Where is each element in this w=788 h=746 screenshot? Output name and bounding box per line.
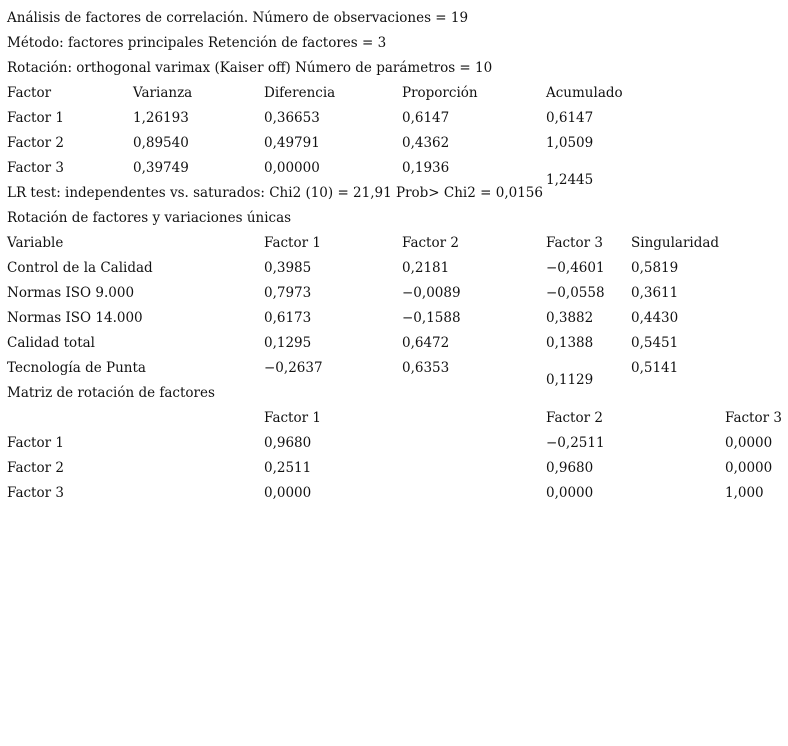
loadings-cell: 0,1388 [546,335,594,351]
loadings-cell: 0,2181 [402,260,450,276]
loadings-cell: 0,3611 [631,285,679,301]
rotation-cell: 0,9680 [264,435,312,451]
header-line-2: Método: factores principales Retención de factores = 3 [7,35,387,51]
rotation-cell: Factor 3 [7,485,64,501]
rotation-cell: 1,000 [725,485,764,501]
eigen-cell: 0,1936 [402,160,450,176]
eigen-cell: 0,00000 [264,160,320,176]
loadings-cell: −0,1588 [402,310,461,326]
eigen-cell: 0,4362 [402,135,450,151]
loadings-cell: 0,1129 [546,372,594,388]
eigen-cell: Factor 3 [7,160,64,176]
rotation-header-factor2: Factor 2 [546,410,603,426]
rotation-header-factor3: Factor 3 [725,410,782,426]
rotation-cell: 0,0000 [264,485,312,501]
loadings-cell: 0,1295 [264,335,312,351]
eigen-header-acumulado: Acumulado [546,85,623,101]
loadings-cell: 0,5819 [631,260,679,276]
eigen-header-proporcion: Proporción [402,85,478,101]
rotation-title: Matriz de rotación de factores [7,385,215,401]
rotation-cell: −0,2511 [546,435,605,451]
eigen-header-diferencia: Diferencia [264,85,336,101]
loadings-cell: Tecnología de Punta [7,360,146,376]
rotation-cell: Factor 1 [7,435,64,451]
loadings-header-variable: Variable [7,235,64,251]
loadings-header-factor2: Factor 2 [402,235,459,251]
loadings-cell: 0,7973 [264,285,312,301]
eigen-header-varianza: Varianza [133,85,193,101]
loadings-header-singularidad: Singularidad [631,235,720,251]
eigen-cell: 0,89540 [133,135,189,151]
loadings-cell: 0,3985 [264,260,312,276]
eigen-cell: 1,0509 [546,135,594,151]
loadings-cell: Control de la Calidad [7,260,153,276]
loadings-cell: 0,4430 [631,310,679,326]
rotation-cell: 0,0000 [546,485,594,501]
rotation-cell: Factor 2 [7,460,64,476]
loadings-cell: −0,2637 [264,360,323,376]
loadings-header-factor3: Factor 3 [546,235,603,251]
rotation-header-factor1: Factor 1 [264,410,321,426]
eigen-cell: 1,26193 [133,110,189,126]
eigen-header-factor: Factor [7,85,52,101]
loadings-cell: −0,4601 [546,260,605,276]
loadings-cell: 0,6173 [264,310,312,326]
rotation-cell: 0,0000 [725,435,773,451]
rotation-cell: 0,0000 [725,460,773,476]
loadings-cell: Normas ISO 14.000 [7,310,143,326]
eigen-cell: 0,39749 [133,160,189,176]
rotation-cell: 0,9680 [546,460,594,476]
eigen-cell: 1,2445 [546,172,594,188]
loadings-cell: Calidad total [7,335,95,351]
loadings-cell: Normas ISO 9.000 [7,285,135,301]
lr-test-line: LR test: independentes vs. saturados: Chi2 (10) = 21,91 Prob> Chi2 = 0,0156 [7,185,543,201]
loadings-title: Rotación de factores y variaciones únicas [7,210,292,226]
loadings-header-factor1: Factor 1 [264,235,321,251]
eigen-cell: 0,49791 [264,135,320,151]
loadings-cell: 0,6353 [402,360,450,376]
rotation-cell: 0,2511 [264,460,312,476]
eigen-cell: Factor 2 [7,135,64,151]
header-line-1: Análisis de factores de correlación. Número de observaciones = 19 [7,10,469,26]
loadings-cell: 0,5451 [631,335,679,351]
eigen-cell: 0,6147 [546,110,594,126]
loadings-cell: 0,5141 [631,360,679,376]
eigen-cell: 0,36653 [264,110,320,126]
eigen-cell: 0,6147 [402,110,450,126]
header-line-3: Rotación: orthogonal varimax (Kaiser off) Número de parámetros = 10 [7,60,493,76]
eigen-cell: Factor 1 [7,110,64,126]
loadings-cell: 0,3882 [546,310,594,326]
loadings-cell: −0,0558 [546,285,605,301]
loadings-cell: 0,6472 [402,335,450,351]
loadings-cell: −0,0089 [402,285,461,301]
